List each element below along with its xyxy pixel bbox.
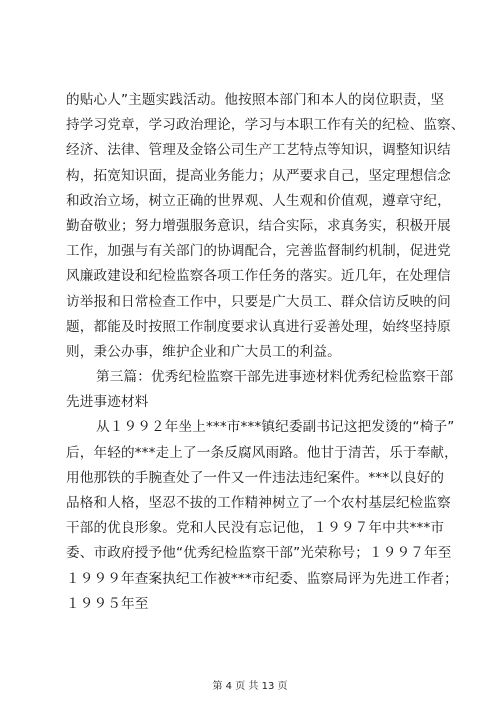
paragraph-line: 题，都能及时按照工作制度要求认真进行妥善处理，始终坚持原 <box>66 318 451 335</box>
paragraph-line: １９９５年至 <box>66 595 149 612</box>
paragraph-line: 从１９９２年坐上***市***镇纪委副书记这把发烫的“椅子” <box>96 419 455 436</box>
section-heading-continued: 先进事迹材料 <box>66 394 149 411</box>
paragraph-line: 风廉政建设和纪检监察各项工作任务的落实。近几年，在处理信 <box>66 268 451 285</box>
paragraph-line: 后，年轻的***走上了一条反腐风雨路。他甘于清苦，乐于奉献， <box>66 444 458 461</box>
paragraph-line: 访举报和日常检查工作中，只要是广大员工、群众信访反映的问 <box>66 293 451 310</box>
paragraph-line: 和政治立场，树立正确的世界观、人生观和价值观，遵章守纪， <box>66 192 451 209</box>
paragraph-line: 经济、法律、管理及金铬公司生产工艺特点等知识，调整知识结 <box>66 142 451 159</box>
page-number: 第 4 页 共 13 页 <box>212 681 288 692</box>
paragraph-line: 用他那铁的手腕查处了一件又一件违法违纪案件。***以良好的 <box>66 469 445 486</box>
document-body <box>66 88 465 617</box>
paragraph-line: 干部的优良形象。党和人民没有忘记他，１９９７年中共***市 <box>66 520 445 537</box>
paragraph-line: 构，拓宽知识面，提高业务能力；从严要求自己，坚定理想信念 <box>66 167 451 184</box>
paragraph-line: 持学习党章，学习政治理论，学习与本职工作有关的纪检、监察、 <box>66 117 465 134</box>
paragraph-line: 勤奋敬业；努力增强服务意识，结合实际，求真务实，积极开展 <box>66 217 451 234</box>
paragraph-line: 的贴心人”主题实践活动。他按照本部门和本人的岗位职责，坚 <box>66 92 445 108</box>
paragraph-line: 品格和人格，坚忍不拔的工作精神树立了一个农村基层纪检监察 <box>66 495 451 511</box>
paragraph-line: 工作，加强与有关部门的协调配合，完善监督制约机制，促进党 <box>66 243 451 260</box>
paragraph-line: 则，秉公办事，维护企业和广大员工的利益。 <box>66 343 341 360</box>
section-heading: 第三篇：优秀纪检监察干部先进事迹材料优秀纪检监察干部 <box>96 369 454 386</box>
paragraph-line: １９９９年查案执纪工作被***市纪委、监察局评为先进工作者； <box>66 570 458 587</box>
paragraph-line: 委、市政府授予他“优秀纪检监察干部”光荣称号；１９９７年至 <box>66 545 452 562</box>
